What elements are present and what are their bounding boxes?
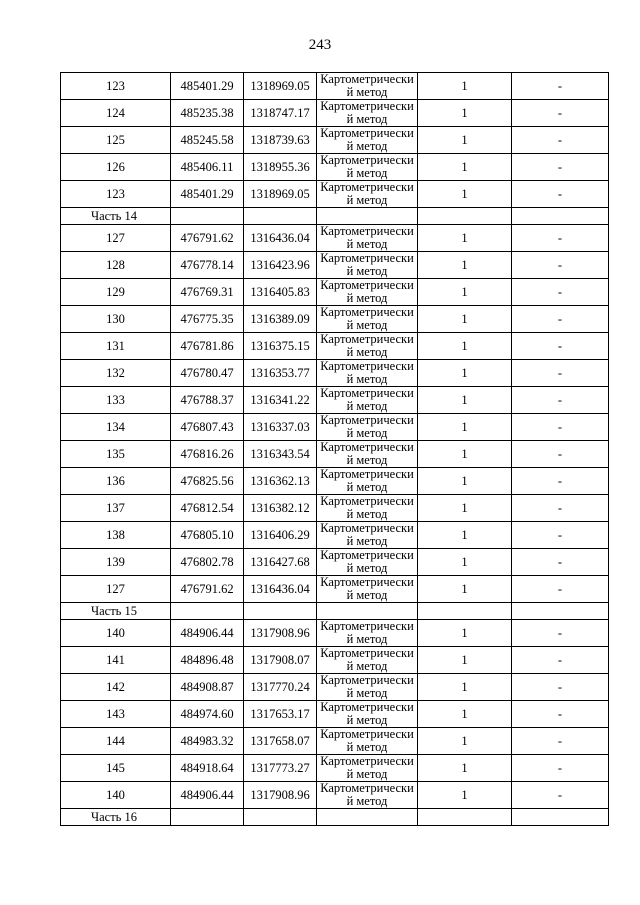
method-cell	[317, 522, 418, 549]
table-row	[61, 181, 609, 208]
point-number-cell: 133	[61, 387, 171, 414]
point-number-cell: 143	[61, 701, 171, 728]
accuracy-cell: 1	[418, 100, 512, 127]
y-coordinate-cell: 1316406.29	[244, 522, 317, 549]
point-number-cell: 137	[61, 495, 171, 522]
x-coordinate-cell: 476778.14	[171, 252, 244, 279]
point-number-cell: 134	[61, 414, 171, 441]
x-coordinate-cell: 476802.78	[171, 549, 244, 576]
method-cell	[317, 387, 418, 414]
y-coordinate-cell: 1316436.04	[244, 225, 317, 252]
method-line-1: Картометрически	[320, 673, 414, 687]
x-coordinate-cell: 485406.11	[171, 154, 244, 181]
dash-cell: -	[512, 225, 609, 252]
y-coordinate-cell: 1318969.05	[244, 73, 317, 100]
dash-cell: -	[512, 522, 609, 549]
y-coordinate-cell: 1316405.83	[244, 279, 317, 306]
table-row	[61, 306, 609, 333]
table-row	[61, 387, 609, 414]
y-coordinate-cell: 1316382.12	[244, 495, 317, 522]
empty-cell	[418, 603, 512, 620]
dash-cell: -	[512, 782, 609, 809]
x-coordinate-cell: 476791.62	[171, 576, 244, 603]
empty-cell	[512, 208, 609, 225]
table-row	[61, 576, 609, 603]
y-coordinate-cell: 1316436.04	[244, 576, 317, 603]
y-coordinate-cell: 1316337.03	[244, 414, 317, 441]
x-coordinate-cell: 476825.56	[171, 468, 244, 495]
method-line-1: Картометрически	[320, 224, 414, 238]
method-line-1: Картометрически	[320, 440, 414, 454]
point-number-cell: 145	[61, 755, 171, 782]
x-coordinate-cell: 485245.58	[171, 127, 244, 154]
method-line-1: Картометрически	[320, 153, 414, 167]
point-number-cell: 131	[61, 333, 171, 360]
method-line-1: Картометрически	[320, 99, 414, 113]
method-line-2: й метод	[346, 85, 388, 99]
method-cell	[317, 728, 418, 755]
accuracy-cell: 1	[418, 252, 512, 279]
point-number-cell: 129	[61, 279, 171, 306]
dash-cell: -	[512, 728, 609, 755]
x-coordinate-cell: 476775.35	[171, 306, 244, 333]
y-coordinate-cell: 1318955.36	[244, 154, 317, 181]
coordinates-table	[60, 72, 609, 826]
accuracy-cell: 1	[418, 728, 512, 755]
x-coordinate-cell: 484918.64	[171, 755, 244, 782]
method-line-2: й метод	[346, 318, 388, 332]
y-coordinate-cell: 1317653.17	[244, 701, 317, 728]
method-cell	[317, 468, 418, 495]
accuracy-cell: 1	[418, 225, 512, 252]
method-line-2: й метод	[346, 767, 388, 781]
dash-cell: -	[512, 100, 609, 127]
x-coordinate-cell: 485235.38	[171, 100, 244, 127]
dash-cell: -	[512, 647, 609, 674]
x-coordinate-cell: 484974.60	[171, 701, 244, 728]
method-cell	[317, 279, 418, 306]
y-coordinate-cell: 1317908.07	[244, 647, 317, 674]
method-line-1: Картометрически	[320, 467, 414, 481]
method-cell	[317, 647, 418, 674]
part-label-cell: Часть 15	[61, 603, 171, 620]
table-row	[61, 252, 609, 279]
point-number-cell: 130	[61, 306, 171, 333]
table-row	[61, 441, 609, 468]
x-coordinate-cell: 476812.54	[171, 495, 244, 522]
method-cell	[317, 782, 418, 809]
accuracy-cell: 1	[418, 576, 512, 603]
page-number: 243	[308, 37, 332, 53]
table-row	[61, 755, 609, 782]
point-number-cell: 140	[61, 782, 171, 809]
point-number-cell: 124	[61, 100, 171, 127]
method-line-2: й метод	[346, 561, 388, 575]
table-row	[61, 468, 609, 495]
table-row	[61, 674, 609, 701]
dash-cell: -	[512, 468, 609, 495]
dash-cell: -	[512, 252, 609, 279]
y-coordinate-cell: 1316353.77	[244, 360, 317, 387]
empty-cell	[171, 208, 244, 225]
part-header-row	[61, 208, 609, 225]
point-number-cell: 132	[61, 360, 171, 387]
method-line-2: й метод	[346, 193, 388, 207]
method-cell	[317, 225, 418, 252]
empty-cell	[317, 208, 418, 225]
x-coordinate-cell: 484908.87	[171, 674, 244, 701]
empty-cell	[244, 809, 317, 826]
table-row	[61, 100, 609, 127]
method-line-2: й метод	[346, 659, 388, 673]
accuracy-cell: 1	[418, 674, 512, 701]
method-cell	[317, 252, 418, 279]
accuracy-cell: 1	[418, 441, 512, 468]
method-line-1: Картометрически	[320, 126, 414, 140]
method-cell	[317, 360, 418, 387]
coordinates-table-body	[61, 73, 609, 826]
method-line-2: й метод	[346, 166, 388, 180]
dash-cell: -	[512, 127, 609, 154]
dash-cell: -	[512, 674, 609, 701]
method-line-1: Картометрически	[320, 521, 414, 535]
method-line-2: й метод	[346, 372, 388, 386]
point-number-cell: 126	[61, 154, 171, 181]
point-number-cell: 123	[61, 181, 171, 208]
table-row	[61, 782, 609, 809]
accuracy-cell: 1	[418, 755, 512, 782]
method-cell	[317, 127, 418, 154]
accuracy-cell: 1	[418, 782, 512, 809]
empty-cell	[317, 603, 418, 620]
dash-cell: -	[512, 154, 609, 181]
method-line-1: Картометрически	[320, 278, 414, 292]
table-row	[61, 154, 609, 181]
accuracy-cell: 1	[418, 414, 512, 441]
table-row	[61, 414, 609, 441]
method-line-1: Картометрически	[320, 619, 414, 633]
method-line-2: й метод	[346, 345, 388, 359]
method-cell	[317, 181, 418, 208]
method-line-1: Картометрически	[320, 413, 414, 427]
empty-cell	[317, 809, 418, 826]
x-coordinate-cell: 484906.44	[171, 782, 244, 809]
point-number-cell: 125	[61, 127, 171, 154]
dash-cell: -	[512, 181, 609, 208]
accuracy-cell: 1	[418, 495, 512, 522]
dash-cell: -	[512, 620, 609, 647]
empty-cell	[171, 809, 244, 826]
method-cell	[317, 414, 418, 441]
y-coordinate-cell: 1316427.68	[244, 549, 317, 576]
accuracy-cell: 1	[418, 549, 512, 576]
empty-cell	[418, 208, 512, 225]
accuracy-cell: 1	[418, 279, 512, 306]
method-cell	[317, 333, 418, 360]
accuracy-cell: 1	[418, 387, 512, 414]
point-number-cell: 140	[61, 620, 171, 647]
y-coordinate-cell: 1318739.63	[244, 127, 317, 154]
y-coordinate-cell: 1316362.13	[244, 468, 317, 495]
method-line-1: Картометрически	[320, 548, 414, 562]
method-line-1: Картометрически	[320, 727, 414, 741]
method-line-2: й метод	[346, 713, 388, 727]
accuracy-cell: 1	[418, 154, 512, 181]
empty-cell	[418, 809, 512, 826]
x-coordinate-cell: 484896.48	[171, 647, 244, 674]
point-number-cell: 139	[61, 549, 171, 576]
x-coordinate-cell: 476781.86	[171, 333, 244, 360]
table-row	[61, 728, 609, 755]
y-coordinate-cell: 1317658.07	[244, 728, 317, 755]
point-number-cell: 136	[61, 468, 171, 495]
dash-cell: -	[512, 73, 609, 100]
method-line-2: й метод	[346, 291, 388, 305]
dash-cell: -	[512, 549, 609, 576]
dash-cell: -	[512, 279, 609, 306]
accuracy-cell: 1	[418, 73, 512, 100]
empty-cell	[244, 603, 317, 620]
table-row	[61, 549, 609, 576]
point-number-cell: 127	[61, 225, 171, 252]
dash-cell: -	[512, 306, 609, 333]
method-line-2: й метод	[346, 507, 388, 521]
point-number-cell: 127	[61, 576, 171, 603]
method-line-2: й метод	[346, 264, 388, 278]
x-coordinate-cell: 476807.43	[171, 414, 244, 441]
x-coordinate-cell: 476769.31	[171, 279, 244, 306]
method-cell	[317, 674, 418, 701]
method-cell	[317, 620, 418, 647]
point-number-cell: 142	[61, 674, 171, 701]
method-cell	[317, 73, 418, 100]
accuracy-cell: 1	[418, 647, 512, 674]
point-number-cell: 138	[61, 522, 171, 549]
method-line-2: й метод	[346, 632, 388, 646]
part-label-cell: Часть 14	[61, 208, 171, 225]
method-line-1: Картометрически	[320, 386, 414, 400]
y-coordinate-cell: 1316341.22	[244, 387, 317, 414]
method-line-2: й метод	[346, 686, 388, 700]
method-line-2: й метод	[346, 588, 388, 602]
y-coordinate-cell: 1317770.24	[244, 674, 317, 701]
method-line-1: Картометрически	[320, 494, 414, 508]
part-header-row	[61, 603, 609, 620]
method-line-2: й метод	[346, 139, 388, 153]
table-row	[61, 225, 609, 252]
table-row	[61, 127, 609, 154]
x-coordinate-cell: 476805.10	[171, 522, 244, 549]
method-line-1: Картометрически	[320, 575, 414, 589]
method-line-2: й метод	[346, 399, 388, 413]
method-line-1: Картометрически	[320, 251, 414, 265]
part-header-row	[61, 809, 609, 826]
dash-cell: -	[512, 414, 609, 441]
method-cell	[317, 576, 418, 603]
y-coordinate-cell: 1316343.54	[244, 441, 317, 468]
method-line-1: Картометрически	[320, 646, 414, 660]
accuracy-cell: 1	[418, 333, 512, 360]
point-number-cell: 141	[61, 647, 171, 674]
x-coordinate-cell: 476791.62	[171, 225, 244, 252]
accuracy-cell: 1	[418, 127, 512, 154]
method-line-2: й метод	[346, 426, 388, 440]
method-line-1: Картометрически	[320, 359, 414, 373]
x-coordinate-cell: 484983.32	[171, 728, 244, 755]
method-cell	[317, 306, 418, 333]
x-coordinate-cell: 485401.29	[171, 181, 244, 208]
dash-cell: -	[512, 387, 609, 414]
method-line-1: Картометрически	[320, 781, 414, 795]
y-coordinate-cell: 1317773.27	[244, 755, 317, 782]
accuracy-cell: 1	[418, 620, 512, 647]
point-number-cell: 123	[61, 73, 171, 100]
accuracy-cell: 1	[418, 306, 512, 333]
x-coordinate-cell: 484906.44	[171, 620, 244, 647]
y-coordinate-cell: 1316423.96	[244, 252, 317, 279]
table-row	[61, 333, 609, 360]
method-line-2: й метод	[346, 453, 388, 467]
method-line-1: Картометрически	[320, 754, 414, 768]
method-line-1: Картометрически	[320, 72, 414, 86]
table-row	[61, 620, 609, 647]
method-cell	[317, 495, 418, 522]
method-line-2: й метод	[346, 534, 388, 548]
method-line-1: Картометрически	[320, 700, 414, 714]
dash-cell: -	[512, 755, 609, 782]
x-coordinate-cell: 485401.29	[171, 73, 244, 100]
empty-cell	[171, 603, 244, 620]
point-number-cell: 128	[61, 252, 171, 279]
accuracy-cell: 1	[418, 468, 512, 495]
method-line-2: й метод	[346, 480, 388, 494]
table-row	[61, 279, 609, 306]
table-row	[61, 647, 609, 674]
y-coordinate-cell: 1317908.96	[244, 782, 317, 809]
table-row	[61, 495, 609, 522]
dash-cell: -	[512, 360, 609, 387]
dash-cell: -	[512, 441, 609, 468]
method-line-2: й метод	[346, 237, 388, 251]
point-number-cell: 144	[61, 728, 171, 755]
dash-cell: -	[512, 576, 609, 603]
method-line-1: Картометрически	[320, 305, 414, 319]
method-line-1: Картометрически	[320, 180, 414, 194]
y-coordinate-cell: 1318747.17	[244, 100, 317, 127]
empty-cell	[512, 809, 609, 826]
accuracy-cell: 1	[418, 522, 512, 549]
empty-cell	[512, 603, 609, 620]
method-line-2: й метод	[346, 740, 388, 754]
y-coordinate-cell: 1316389.09	[244, 306, 317, 333]
y-coordinate-cell: 1318969.05	[244, 181, 317, 208]
method-cell	[317, 100, 418, 127]
method-cell	[317, 549, 418, 576]
accuracy-cell: 1	[418, 360, 512, 387]
x-coordinate-cell: 476788.37	[171, 387, 244, 414]
table-row	[61, 73, 609, 100]
x-coordinate-cell: 476816.26	[171, 441, 244, 468]
part-label-cell: Часть 16	[61, 809, 171, 826]
point-number-cell: 135	[61, 441, 171, 468]
dash-cell: -	[512, 333, 609, 360]
method-line-2: й метод	[346, 112, 388, 126]
method-cell	[317, 154, 418, 181]
y-coordinate-cell: 1317908.96	[244, 620, 317, 647]
method-line-2: й метод	[346, 794, 388, 808]
table-row	[61, 701, 609, 728]
table-row	[61, 522, 609, 549]
dash-cell: -	[512, 701, 609, 728]
accuracy-cell: 1	[418, 701, 512, 728]
x-coordinate-cell: 476780.47	[171, 360, 244, 387]
empty-cell	[244, 208, 317, 225]
method-cell	[317, 755, 418, 782]
dash-cell: -	[512, 495, 609, 522]
method-cell	[317, 441, 418, 468]
table-row	[61, 360, 609, 387]
y-coordinate-cell: 1316375.15	[244, 333, 317, 360]
method-cell	[317, 701, 418, 728]
accuracy-cell: 1	[418, 181, 512, 208]
method-line-1: Картометрически	[320, 332, 414, 346]
